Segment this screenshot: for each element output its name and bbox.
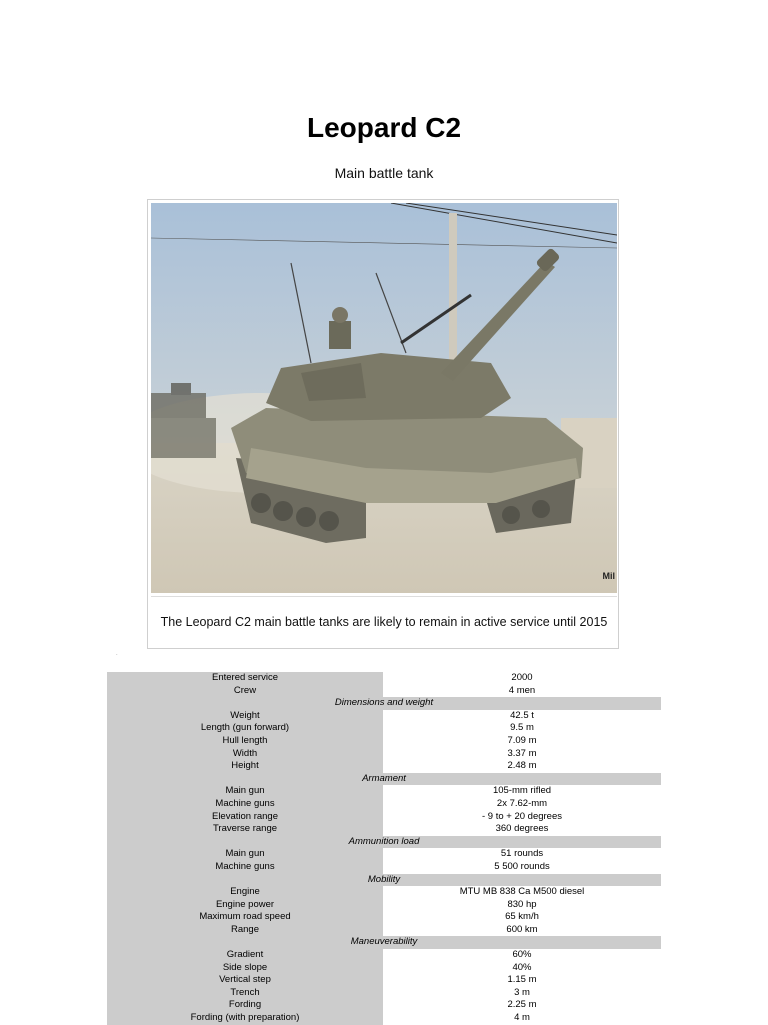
spec-value: 65 km/h [383,911,661,924]
spec-value: 4 m [383,1012,661,1025]
spec-value: 42.5 t [383,710,661,723]
spec-value: 51 rounds [383,848,661,861]
spec-label: Entered service [107,672,383,685]
spec-value: 3.37 m [383,748,661,761]
spec-label: Weight [107,710,383,723]
spec-label: Height [107,760,383,773]
spec-row [107,886,661,899]
spec-value: 830 hp [383,899,661,912]
spec-label: Traverse range [107,823,383,836]
spec-label: Gradient [107,949,383,962]
spec-value: 2000 [383,672,661,685]
spec-row [107,823,661,836]
spec-row [107,735,661,748]
spec-value: 1.15 m [383,974,661,987]
spec-section-header [107,874,661,887]
spec-row [107,1012,661,1025]
spec-row [107,949,661,962]
spec-value: 40% [383,962,661,975]
separator-dot: . [116,651,118,657]
spec-label: Crew [107,685,383,698]
spec-value: 5 500 rounds [383,861,661,874]
spec-label: Main gun [107,848,383,861]
spec-value: 600 km [383,924,661,937]
spec-row [107,987,661,1000]
specs-table [107,672,661,1025]
spec-row [107,999,661,1012]
spec-section-header [107,836,661,849]
spec-row [107,924,661,937]
spec-row [107,722,661,735]
spec-row [107,962,661,975]
spec-row [107,911,661,924]
spec-label: Length (gun forward) [107,722,383,735]
spec-value: 2.48 m [383,760,661,773]
spec-value: 360 degrees [383,823,661,836]
spec-label: Elevation range [107,811,383,824]
spec-label: Hull length [107,735,383,748]
spec-label: Side slope [107,962,383,975]
tank-photo [151,203,617,593]
spec-row [107,685,661,698]
spec-value: 9.5 m [383,722,661,735]
section-title: Dimensions and weight [107,697,661,710]
spec-label: Trench [107,987,383,1000]
photo-caption: The Leopard C2 main battle tanks are likely to remain in active service until 2015 [151,596,617,646]
spec-label: Vertical step [107,974,383,987]
spec-label: Maximum road speed [107,911,383,924]
section-title: Maneuverability [107,936,661,949]
spec-value: - 9 to + 20 degrees [383,811,661,824]
photo-figure [147,199,619,649]
spec-value: 105-mm rifled [383,785,661,798]
spec-label: Machine guns [107,798,383,811]
spec-label: Width [107,748,383,761]
spec-row [107,785,661,798]
spec-label: Engine [107,886,383,899]
spec-label: Engine power [107,899,383,912]
spec-value: 4 men [383,685,661,698]
spec-section-header [107,697,661,710]
spec-section-header [107,936,661,949]
spec-row [107,899,661,912]
spec-value: MTU MB 838 Ca M500 diesel [383,886,661,899]
spec-row [107,760,661,773]
spec-value: 2.25 m [383,999,661,1012]
spec-value: 3 m [383,987,661,1000]
spec-label: Fording (with preparation) [107,1012,383,1025]
spec-row [107,848,661,861]
spec-label: Machine guns [107,861,383,874]
spec-value: 2x 7.62-mm [383,798,661,811]
spec-value: 7.09 m [383,735,661,748]
page-subtitle: Main battle tank [334,165,434,181]
section-title: Mobility [107,874,661,887]
spec-row [107,798,661,811]
spec-section-header [107,773,661,786]
spec-label: Fording [107,999,383,1012]
spec-row [107,748,661,761]
spec-label: Range [107,924,383,937]
section-title: Ammunition load [107,836,661,849]
spec-row [107,811,661,824]
spec-row [107,672,661,685]
spec-label: Main gun [107,785,383,798]
photo-watermark: Mil [602,571,615,581]
spec-row [107,710,661,723]
page-title: Leopard C2 [306,112,462,143]
spec-value: 60% [383,949,661,962]
spec-row [107,861,661,874]
spec-row [107,974,661,987]
section-title: Armament [107,773,661,786]
